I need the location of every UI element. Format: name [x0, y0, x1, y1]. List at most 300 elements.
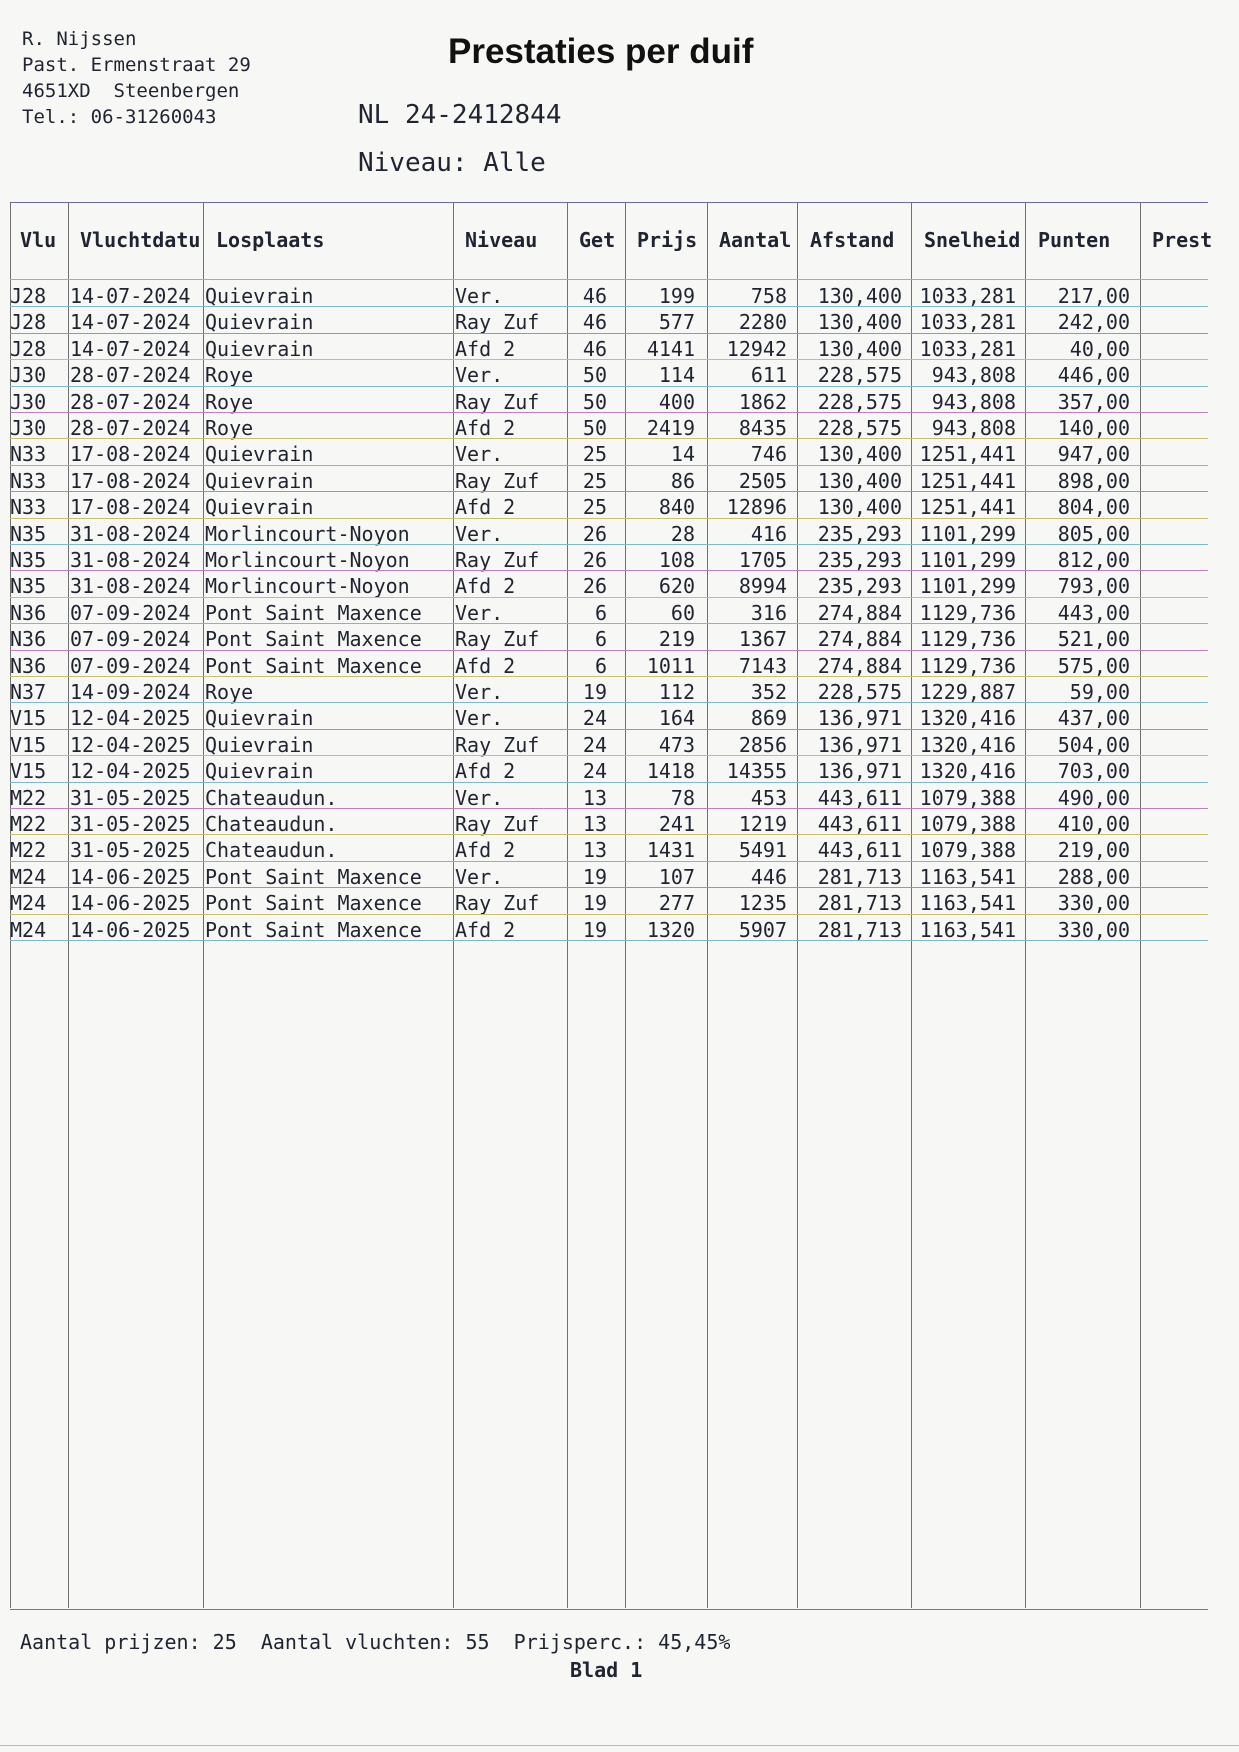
table-cell: 130,400	[817, 468, 902, 493]
table-cell: 804,00	[1057, 495, 1130, 520]
table-cell: Quievrain	[205, 759, 314, 784]
table-cell: 14-07-2024	[70, 284, 191, 308]
table-cell: 12-04-2025	[70, 706, 191, 731]
table-cell: Ray Zuf	[455, 891, 540, 916]
table-cell: 235,293	[817, 521, 902, 546]
table-cell: 1079,388	[919, 812, 1016, 836]
row-rule	[10, 412, 1208, 413]
table-row	[10, 864, 1208, 890]
table-cell: 12-04-2025	[70, 759, 191, 784]
column-header: Get	[579, 228, 616, 252]
table-cell: Ray Zuf	[455, 310, 540, 335]
table-cell: 1163,541	[919, 864, 1016, 889]
row-rule	[10, 782, 1208, 783]
address-line: Past. Ermenstraat 29	[22, 54, 251, 76]
table-row	[10, 521, 1208, 547]
page-title: Prestaties per duif	[448, 32, 754, 71]
table-cell: 8435	[738, 416, 787, 440]
table-cell: 1033,281	[919, 336, 1016, 361]
table-cell: Ver.	[455, 785, 504, 810]
table-cell: 703,00	[1057, 759, 1130, 784]
table-cell: 228,575	[817, 680, 902, 704]
table-row	[10, 441, 1208, 467]
table-cell: 453	[750, 785, 787, 810]
table-cell: 14355	[726, 759, 787, 784]
table-cell: 1251,441	[919, 442, 1016, 467]
table-cell: Quievrain	[205, 310, 314, 335]
table-cell: 473	[658, 732, 695, 757]
table-cell: 40,00	[1069, 336, 1130, 361]
table-row	[10, 389, 1208, 415]
table-cell: Pont Saint Maxence	[205, 627, 422, 652]
address-line: Tel.: 06-31260043	[22, 106, 217, 128]
table-cell: 228,575	[817, 363, 902, 388]
table-cell: 31-08-2024	[70, 521, 191, 546]
table-cell: 19	[582, 891, 607, 916]
table-cell: Quievrain	[205, 706, 314, 731]
table-cell: 07-09-2024	[70, 653, 191, 678]
table-cell: Quievrain	[205, 495, 314, 520]
table-cell: 164	[658, 706, 695, 731]
table-row	[10, 785, 1208, 811]
table-row	[10, 679, 1208, 705]
table-cell: 13	[582, 812, 607, 836]
table-cell: 277	[658, 891, 695, 916]
table-cell: Ver.	[455, 706, 504, 731]
table-cell: 1079,388	[919, 785, 1016, 810]
table-cell: 504,00	[1057, 732, 1130, 757]
table-cell: Ver.	[455, 363, 504, 388]
table-cell: 1431	[646, 838, 695, 863]
table-cell: 1418	[646, 759, 695, 784]
table-cell: 228,575	[817, 416, 902, 440]
table-row	[10, 758, 1208, 784]
table-cell: Roye	[205, 416, 254, 440]
table-cell: 28	[670, 521, 695, 546]
row-rule	[10, 914, 1208, 915]
table-cell: 1219	[738, 812, 787, 836]
table-cell: 1320,416	[919, 706, 1016, 731]
table-cell: 620	[658, 574, 695, 599]
table-cell: 1129,736	[919, 600, 1016, 625]
column-header: Afstand	[810, 228, 895, 252]
table-cell: 943,808	[931, 389, 1016, 414]
table-cell: 443,00	[1057, 600, 1130, 625]
table-cell: 14-06-2025	[70, 917, 191, 942]
table-cell: Ver.	[455, 284, 504, 308]
table-cell: N35	[10, 574, 47, 599]
table-cell: 235,293	[817, 574, 902, 599]
table-cell: 357,00	[1057, 389, 1130, 414]
table-cell: Afd 2	[455, 336, 516, 361]
table-cell: Quievrain	[205, 336, 314, 361]
table-cell: Ver.	[455, 442, 504, 467]
table-cell: 2280	[738, 310, 787, 335]
table-cell: 5491	[738, 838, 787, 863]
table-cell: 17-08-2024	[70, 468, 191, 493]
table-cell: V15	[10, 732, 47, 757]
table-cell: 50	[582, 389, 607, 414]
row-rule	[10, 597, 1208, 598]
table-cell: 26	[582, 548, 607, 572]
table-cell: N36	[10, 600, 47, 625]
table-cell: N33	[10, 442, 47, 467]
table-cell: 25	[582, 468, 607, 493]
table-cell: Ray Zuf	[455, 732, 540, 757]
table-cell: 13	[582, 785, 607, 810]
table-cell: 410,00	[1057, 812, 1130, 836]
table-cell: J30	[10, 363, 47, 388]
table-cell: 24	[582, 759, 607, 784]
table-cell: 14-09-2024	[70, 680, 191, 704]
table-cell: 793,00	[1057, 574, 1130, 599]
table-cell: 17-08-2024	[70, 495, 191, 520]
table-cell: Chateaudun.	[205, 785, 338, 810]
table-cell: 1320,416	[919, 732, 1016, 757]
table-cell: 943,808	[931, 416, 1016, 440]
table-cell: 1101,299	[919, 574, 1016, 599]
table-cell: Ver.	[455, 521, 504, 546]
table-cell: 31-05-2025	[70, 838, 191, 863]
table-cell: 235,293	[817, 548, 902, 572]
table-cell: M24	[10, 917, 47, 942]
table-cell: 1163,541	[919, 917, 1016, 942]
table-cell: 46	[582, 310, 607, 335]
table-cell: Afd 2	[455, 574, 516, 599]
table-cell: Afd 2	[455, 838, 516, 863]
table-cell: 86	[670, 468, 695, 493]
row-rule	[10, 518, 1208, 519]
table-cell: 46	[582, 336, 607, 361]
table-cell: 1229,887	[919, 680, 1016, 704]
table-cell: 1320,416	[919, 759, 1016, 784]
table-cell: 07-09-2024	[70, 600, 191, 625]
table-cell: Ray Zuf	[455, 389, 540, 414]
table-cell: 1320	[646, 917, 695, 942]
table-cell: 217,00	[1057, 284, 1130, 308]
table-cell: 1129,736	[919, 653, 1016, 678]
table-cell: 4141	[646, 336, 695, 361]
column-header: Punten	[1038, 228, 1111, 252]
table-cell: Chateaudun.	[205, 812, 338, 836]
table-cell: M22	[10, 812, 47, 836]
table-cell: 1251,441	[919, 495, 1016, 520]
table-cell: 758	[750, 284, 787, 308]
table-cell: 1101,299	[919, 521, 1016, 546]
table-cell: J30	[10, 416, 47, 440]
table-cell: Ray Zuf	[455, 627, 540, 652]
table-cell: 2505	[738, 468, 787, 493]
table-cell: 575,00	[1057, 653, 1130, 678]
table-cell: 130,400	[817, 442, 902, 467]
table-cell: Morlincourt-Noyon	[205, 521, 410, 546]
table-cell: 281,713	[817, 864, 902, 889]
table-cell: 812,00	[1057, 548, 1130, 572]
table-cell: 130,400	[817, 310, 902, 335]
table-cell: 136,971	[817, 706, 902, 731]
table-cell: Quievrain	[205, 442, 314, 467]
table-cell: 140,00	[1057, 416, 1130, 440]
table-row	[10, 362, 1208, 388]
table-cell: 1367	[738, 627, 787, 652]
table-cell: Ver.	[455, 600, 504, 625]
table-cell: 31-05-2025	[70, 785, 191, 810]
table-cell: Afd 2	[455, 416, 516, 440]
summary-line: Aantal prijzen: 25 Aantal vluchten: 55 Prijsperc.: 45,45%	[20, 1630, 731, 1654]
table-cell: 943,808	[931, 363, 1016, 388]
table-cell: Morlincourt-Noyon	[205, 574, 410, 599]
table-cell: 07-09-2024	[70, 627, 191, 652]
table-cell: 1079,388	[919, 838, 1016, 863]
table-row	[10, 468, 1208, 494]
table-cell: 1163,541	[919, 891, 1016, 916]
table-cell: 352	[750, 680, 787, 704]
row-rule	[10, 834, 1208, 835]
row-rule	[10, 570, 1208, 571]
table-cell: 1862	[738, 389, 787, 414]
table-cell: 60	[670, 600, 695, 625]
table-cell: N35	[10, 521, 47, 546]
page-number: Blad 1	[570, 1658, 643, 1682]
table-cell: N36	[10, 627, 47, 652]
table-row	[10, 415, 1208, 441]
table-cell: 130,400	[817, 284, 902, 308]
table-cell: 228,575	[817, 389, 902, 414]
row-rule	[10, 808, 1208, 809]
niveau-filter: Niveau: Alle	[358, 148, 546, 178]
table-cell: 31-05-2025	[70, 812, 191, 836]
row-rule	[10, 887, 1208, 888]
table-cell: Morlincourt-Noyon	[205, 548, 410, 572]
table-cell: 50	[582, 363, 607, 388]
column-header: Niveau	[465, 228, 538, 252]
table-cell: 1033,281	[919, 284, 1016, 308]
table-cell: 898,00	[1057, 468, 1130, 493]
table-cell: Roye	[205, 680, 254, 704]
table-cell: 1705	[738, 548, 787, 572]
table-row	[10, 283, 1208, 309]
table-cell: 400	[658, 389, 695, 414]
table-cell: 136,971	[817, 732, 902, 757]
table-row	[10, 600, 1208, 626]
table-cell: 316	[750, 600, 787, 625]
table-cell: J28	[10, 284, 47, 308]
table-row	[10, 917, 1208, 943]
table-cell: 6	[594, 627, 607, 652]
table-cell: 416	[750, 521, 787, 546]
column-header: Prijs	[637, 228, 698, 252]
table-row	[10, 547, 1208, 573]
table-cell: Ray Zuf	[455, 812, 540, 836]
table-cell: Roye	[205, 389, 254, 414]
table-cell: 241	[658, 812, 695, 836]
table-cell: 947,00	[1057, 442, 1130, 467]
table-cell: 31-08-2024	[70, 548, 191, 572]
table-cell: 17-08-2024	[70, 442, 191, 467]
table-cell: N37	[10, 680, 47, 704]
table-cell: 5907	[738, 917, 787, 942]
table-cell: N36	[10, 653, 47, 678]
table-cell: 443,611	[817, 812, 902, 836]
table-cell: 242,00	[1057, 310, 1130, 335]
table-cell: 14-06-2025	[70, 891, 191, 916]
table-cell: Roye	[205, 363, 254, 388]
column-header: Vluchtdatu	[80, 228, 201, 252]
table-cell: 274,884	[817, 653, 902, 678]
table-cell: 19	[582, 864, 607, 889]
table-cell: 108	[658, 548, 695, 572]
table-cell: 107	[658, 864, 695, 889]
table-cell: 7143	[738, 653, 787, 678]
table-cell: Ver.	[455, 864, 504, 889]
table-cell: N33	[10, 495, 47, 520]
table-cell: N35	[10, 548, 47, 572]
table-cell: Quievrain	[205, 468, 314, 493]
table-cell: 130,400	[817, 336, 902, 361]
table-cell: Quievrain	[205, 732, 314, 757]
table-cell: 19	[582, 917, 607, 942]
table-cell: 28-07-2024	[70, 363, 191, 388]
table-cell: 1011	[646, 653, 695, 678]
table-cell: 14-07-2024	[70, 336, 191, 361]
table-cell: Pont Saint Maxence	[205, 917, 422, 942]
column-header: Aantal	[719, 228, 792, 252]
table-cell: 281,713	[817, 917, 902, 942]
address-line: R. Nijssen	[22, 28, 137, 50]
table-cell: 219	[658, 627, 695, 652]
table-cell: Afd 2	[455, 653, 516, 678]
column-header: Losplaats	[216, 228, 325, 252]
table-row	[10, 890, 1208, 916]
row-rule	[10, 650, 1208, 651]
table-cell: 1101,299	[919, 548, 1016, 572]
table-row	[10, 626, 1208, 652]
table-cell: 130,400	[817, 495, 902, 520]
row-rule	[10, 729, 1208, 730]
table-cell: 443,611	[817, 785, 902, 810]
table-cell: Pont Saint Maxence	[205, 653, 422, 678]
table-cell: 13	[582, 838, 607, 863]
table-cell: 14-06-2025	[70, 864, 191, 889]
row-rule	[10, 465, 1208, 466]
table-cell: 25	[582, 495, 607, 520]
table-cell: Pont Saint Maxence	[205, 891, 422, 916]
table-cell: 78	[670, 785, 695, 810]
table-cell: 490,00	[1057, 785, 1130, 810]
table-cell: 50	[582, 416, 607, 440]
table-cell: J28	[10, 336, 47, 361]
table-cell: 869	[750, 706, 787, 731]
row-rule	[10, 702, 1208, 703]
table-cell: 274,884	[817, 627, 902, 652]
table-cell: 746	[750, 442, 787, 467]
table-row	[10, 336, 1208, 362]
table-cell: 219,00	[1057, 838, 1130, 863]
table-row	[10, 732, 1208, 758]
table-cell: 12-04-2025	[70, 732, 191, 757]
table-row	[10, 494, 1208, 520]
table-row	[10, 837, 1208, 863]
table-cell: Ray Zuf	[455, 548, 540, 572]
table-cell: 840	[658, 495, 695, 520]
table-cell: 25	[582, 442, 607, 467]
table-cell: 1251,441	[919, 468, 1016, 493]
table-row	[10, 309, 1208, 335]
table-cell: 26	[582, 521, 607, 546]
table-cell: 6	[594, 653, 607, 678]
address-line: 4651XD Steenbergen	[22, 80, 240, 102]
table-cell: 19	[582, 680, 607, 704]
table-cell: M22	[10, 838, 47, 863]
table-row	[10, 705, 1208, 731]
table-cell: 12896	[726, 495, 787, 520]
table-cell: 6	[594, 600, 607, 625]
table-cell: 274,884	[817, 600, 902, 625]
table-cell: 611	[750, 363, 787, 388]
row-rule	[10, 333, 1208, 334]
table-cell: J28	[10, 310, 47, 335]
sender-address	[22, 26, 251, 130]
page-edge-rule	[0, 1745, 1239, 1746]
table-cell: Chateaudun.	[205, 838, 338, 863]
table-row	[10, 653, 1208, 679]
row-rule	[10, 306, 1208, 307]
table-cell: Afd 2	[455, 759, 516, 784]
table-cell: 12942	[726, 336, 787, 361]
table-cell: 1129,736	[919, 627, 1016, 652]
column-header: Prest	[1152, 228, 1213, 252]
table-cell: 199	[658, 284, 695, 308]
row-rule	[10, 359, 1208, 360]
row-rule	[10, 544, 1208, 545]
table-cell: N33	[10, 468, 47, 493]
table-cell: Ver.	[455, 680, 504, 704]
row-rule	[10, 623, 1208, 624]
row-rule	[10, 491, 1208, 492]
table-cell: 330,00	[1057, 891, 1130, 916]
table-cell: 281,713	[817, 891, 902, 916]
table-cell: Afd 2	[455, 495, 516, 520]
table-cell: J30	[10, 389, 47, 414]
table-cell: M22	[10, 785, 47, 810]
table-cell: Ray Zuf	[455, 468, 540, 493]
table-cell: M24	[10, 891, 47, 916]
row-rule	[10, 386, 1208, 387]
ring-number: NL 24-2412844	[358, 100, 562, 130]
table-cell: Pont Saint Maxence	[205, 864, 422, 889]
column-header: Snelheid	[924, 228, 1021, 252]
table-cell: 59,00	[1069, 680, 1130, 704]
table-cell: 805,00	[1057, 521, 1130, 546]
table-cell: 1033,281	[919, 310, 1016, 335]
table-cell: V15	[10, 706, 47, 731]
table-cell: V15	[10, 759, 47, 784]
table-cell: 14-07-2024	[70, 310, 191, 335]
row-rule	[10, 861, 1208, 862]
table-cell: 24	[582, 706, 607, 731]
row-rule	[10, 755, 1208, 756]
table-cell: M24	[10, 864, 47, 889]
table-cell: 446	[750, 864, 787, 889]
table-row	[10, 573, 1208, 599]
table-cell: 443,611	[817, 838, 902, 863]
table-cell: 2856	[738, 732, 787, 757]
table-cell: 28-07-2024	[70, 416, 191, 440]
column-header: Vlu	[20, 228, 57, 252]
table-cell: 437,00	[1057, 706, 1130, 731]
table-cell: 112	[658, 680, 695, 704]
table-cell: Afd 2	[455, 917, 516, 942]
